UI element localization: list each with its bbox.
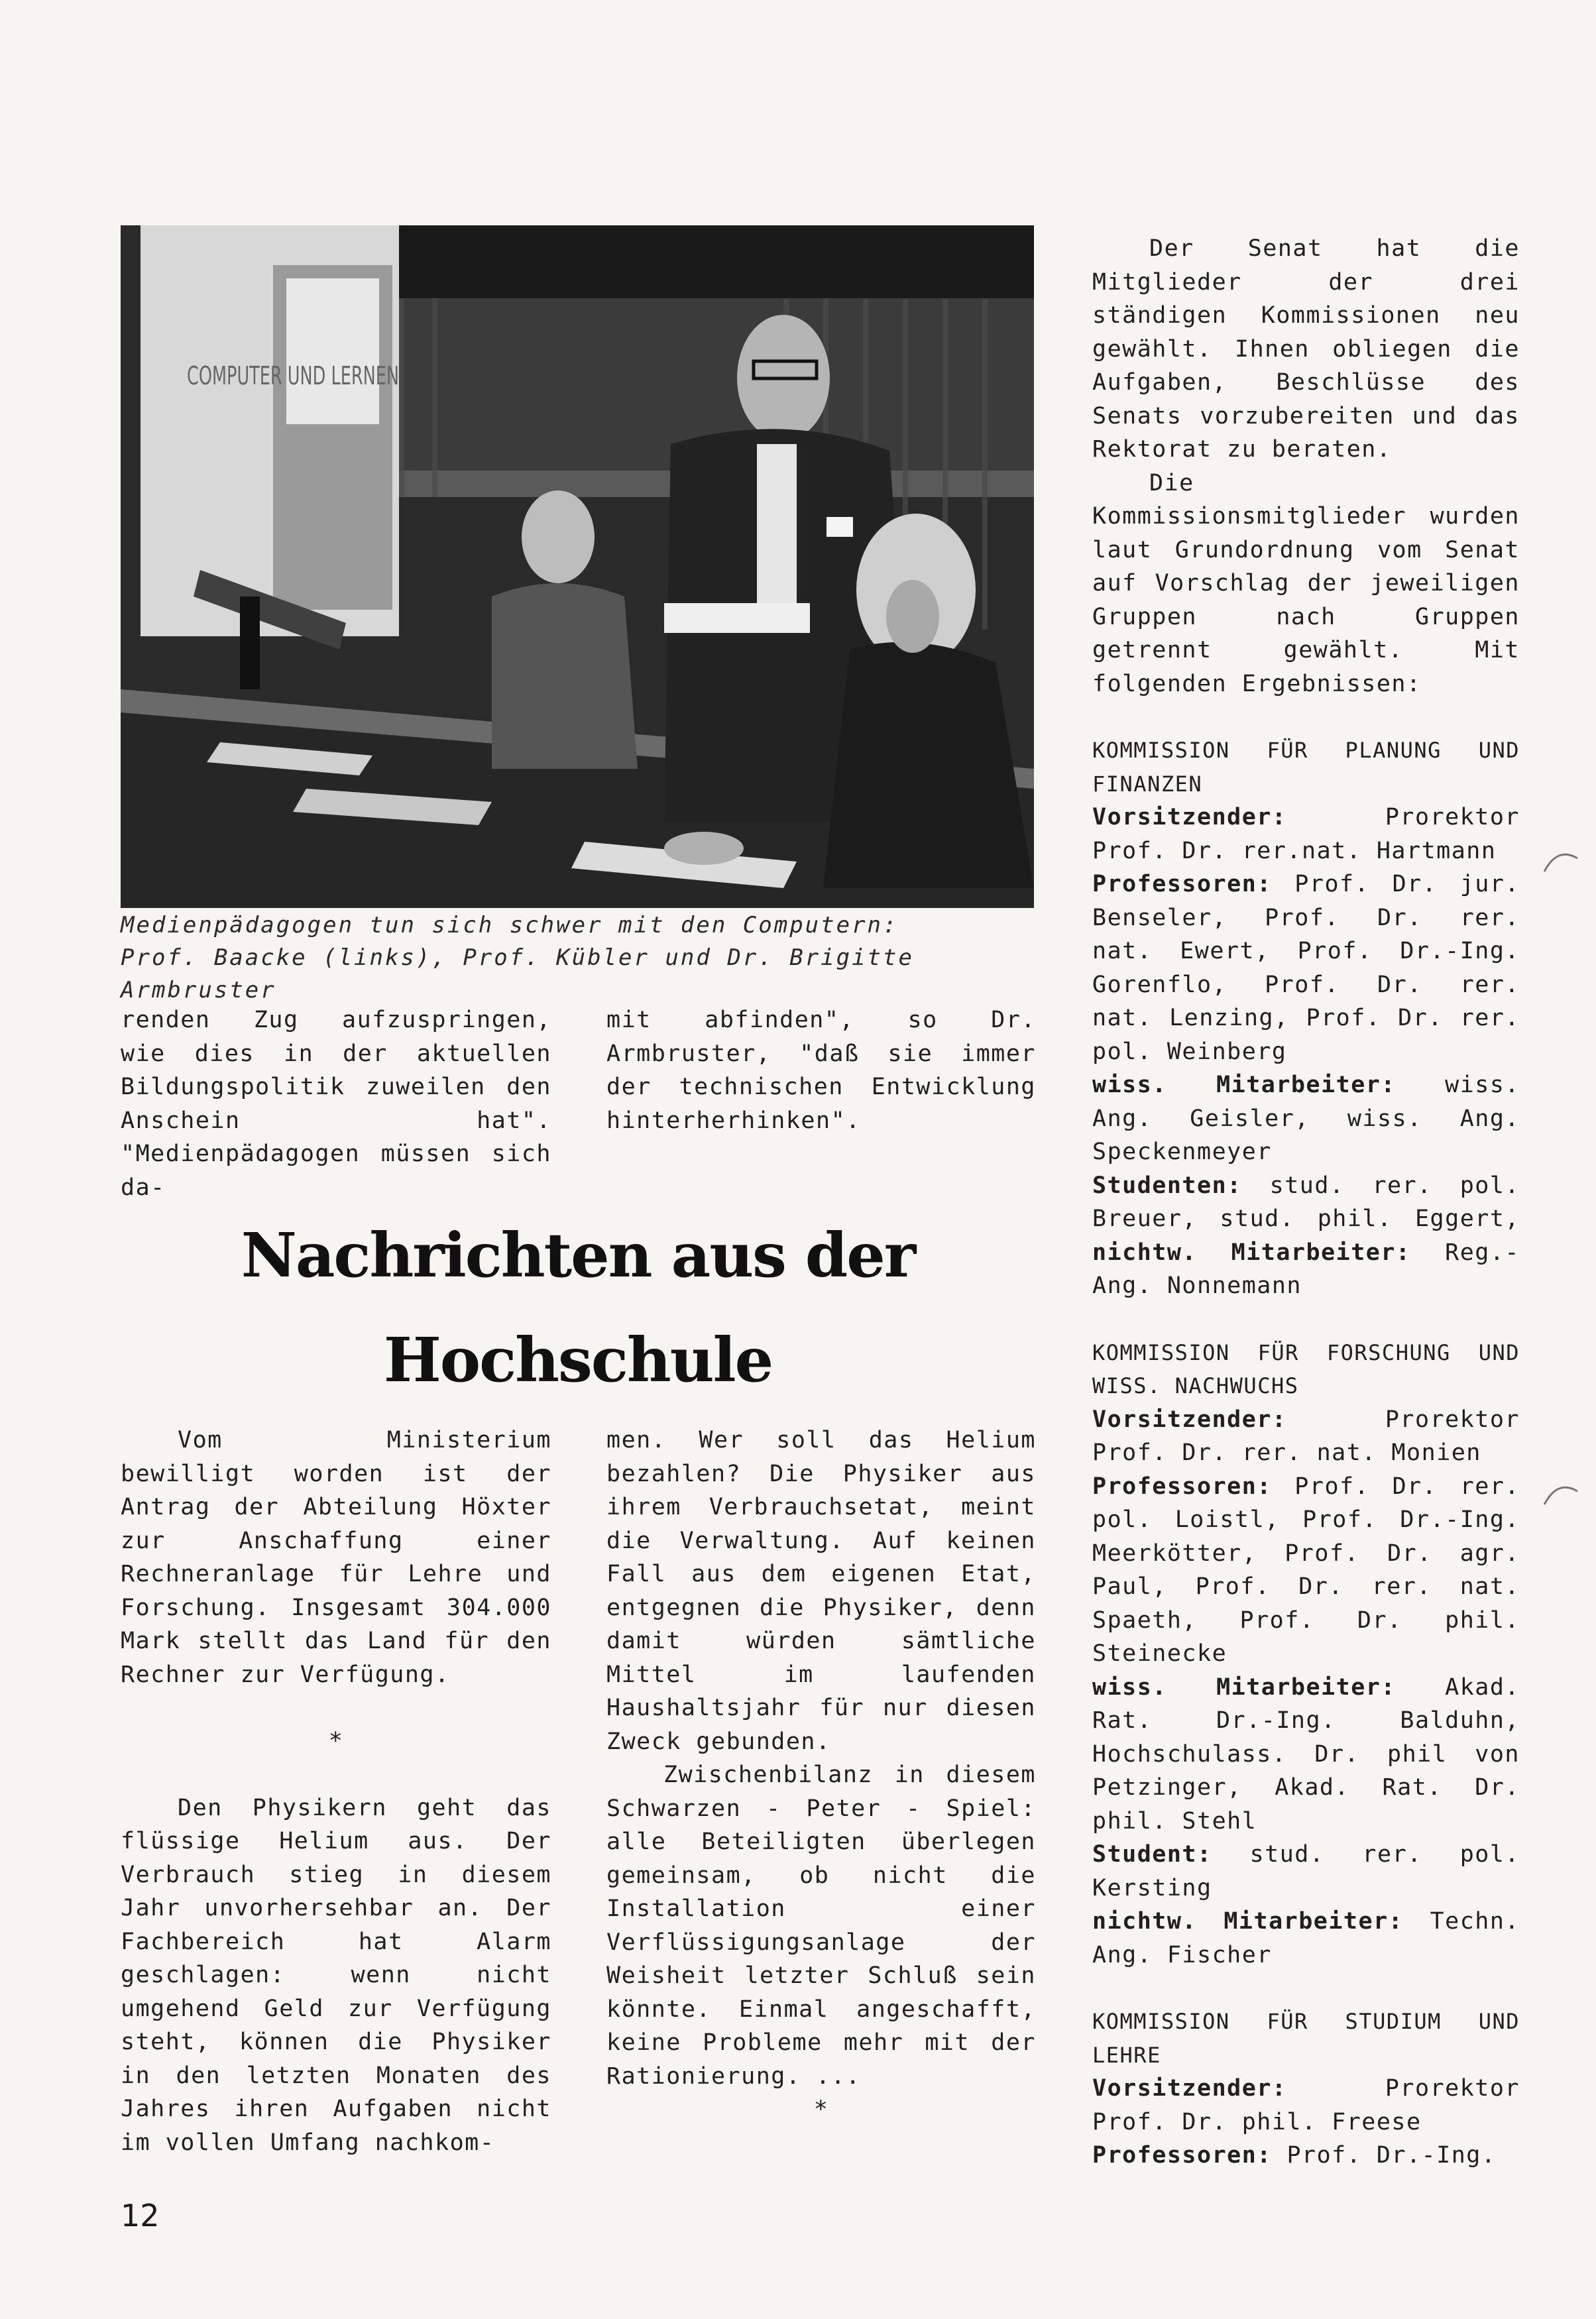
role-label: nichtw. Mitarbeiter: <box>1092 1908 1404 1935</box>
kommission-title: KOMMISSION FÜR STUDIUM UND LEHRE <box>1092 2009 1520 2068</box>
role-label: nichtw. Mitarbeiter: <box>1092 1239 1411 1266</box>
role-members: Prorektor Prof. Dr. rer. nat. Monien <box>1092 1406 1520 1466</box>
role-label: Studenten: <box>1092 1172 1242 1199</box>
news-paragraph: Den Physikern geht das flüssige Helium aus. Der Verbrauch stieg in diesem Jahr unvorhersehbar an. Der Fachbereich hat Alarm geschlagen: wenn nicht umgehend Geld zur Verfügung steht, können die Physiker in den letzten Monaten des Jahres ihren Aufgaben nicht im vollen Umfang nachkom- <box>121 1794 551 2156</box>
role-label: Professoren: <box>1092 2142 1272 2169</box>
headline-line-2: Hochschule <box>383 1324 773 1396</box>
photo-illustration <box>121 225 1034 908</box>
role-members: Techn. Ang. Fischer <box>1092 1908 1520 1968</box>
role-members: stud. rer. pol. Kersting <box>1092 1841 1520 1901</box>
role-label: Professoren: <box>1092 1473 1272 1500</box>
caption-line: Medienpädagogen tun sich schwer mit den Computern: <box>121 912 899 938</box>
kommission-planung <box>1092 734 1520 1303</box>
role-members: Prorektor Prof. Dr. phil. Freese <box>1092 2075 1520 2135</box>
separator-star: * <box>813 2096 829 2123</box>
kommission-forschung <box>1092 1336 1520 1972</box>
poster-text: COMPUTER UND LERNEN <box>187 361 399 390</box>
caption-line: Prof. Baacke (links), Prof. Kübler und Dr. Brigitte <box>121 944 914 971</box>
headline-line-1: Nachrichten aus der <box>241 1219 915 1291</box>
kommission-title: KOMMISSION FÜR FORSCHUNG UND WISS. NACHWUCHS <box>1092 1339 1520 1398</box>
senat-paragraph: Der Senat hat die Mitglieder der drei ständigen Kommissionen neu gewählt. Ihnen obliegen die Aufgaben, Beschlüsse des Senats vorzubereiten und das Rektorat zu beraten. <box>1092 235 1520 463</box>
role-members: Prof. Dr. rer. pol. Loistl, Prof. Dr.-Ing. Meerkötter, Prof. Dr. agr. Paul, Prof. Dr. rer. nat. Spaeth, Prof. Dr. phil. Steinecke <box>1092 1473 1520 1667</box>
role-label: Student: <box>1092 1841 1212 1868</box>
news-col2 <box>606 1424 1036 2127</box>
role-label: Vorsitzender: <box>1092 1406 1287 1433</box>
role-members: Prorektor Prof. Dr. rer.nat. Hartmann <box>1092 804 1520 864</box>
news-paragraph: Zwischenbilanz in diesem Schwarzen - Peter - Spiel: alle Beteiligten überlegen gemeinsam, ob nicht die Installation einer Verflüssigungsanlage der Weisheit letzter Schluß sein könnte. Einmal angeschafft, keine Probleme mehr mit der Rationierung. ... <box>606 1762 1036 2090</box>
article-text: renden Zug aufzuspringen, wie dies in der aktuellen Bildungspolitik zuweilen den Anschein hat". "Medienpädagogen müssen sich da- <box>121 1007 551 1201</box>
news-paragraph: Vom Ministerium bewilligt worden ist der Antrag der Abteilung Höxter zur Anschaffung einer Rechneranlage für Lehre und Forschung. Insgesamt 304.000 Mark stellt das Land für den Rechner zur Verfügung. <box>121 1427 551 1688</box>
role-members: Akad. Rat. Dr.-Ing. Balduhn, Hochschulass. Dr. phil von Petzinger, Akad. Rat. Dr. phil. Stehl <box>1092 1673 1520 1835</box>
article-continuation-col2 <box>606 1003 1036 1137</box>
separator-star: * <box>328 1728 344 1754</box>
caption-line: Armbruster <box>121 977 276 1003</box>
event-photo <box>121 225 1034 908</box>
role-label: wiss. Mitarbeiter: <box>1092 1673 1396 1701</box>
role-members: Prof. Dr. jur. Benseler, Prof. Dr. rer. nat. Ewert, Prof. Dr.-Ing. Gorenflo, Prof. Dr. rer. nat. Lenzing, Prof. Dr. rer. pol. Weinberg <box>1092 871 1520 1065</box>
article-continuation-col1 <box>121 1003 551 1204</box>
margin-mark-icon <box>1541 1478 1581 1511</box>
role-members: Prof. Dr.-Ing. <box>1271 2142 1497 2169</box>
role-members: Reg.-Ang. Nonnemann <box>1092 1239 1520 1299</box>
role-label: Vorsitzender: <box>1092 804 1287 830</box>
role-label: Professoren: <box>1092 871 1272 897</box>
role-members: stud. rer. pol. Breuer, stud. phil. Eggert, <box>1092 1172 1520 1232</box>
kommission-title: KOMMISSION FÜR PLANUNG UND FINANZEN <box>1092 738 1520 797</box>
margin-mark-icon <box>1541 845 1581 878</box>
role-members: wiss. Ang. Geisler, wiss. Ang. Speckenmeyer <box>1092 1072 1520 1165</box>
page-number: 12 <box>121 2198 160 2234</box>
article-text: mit abfinden", so Dr. Armbruster, "daß sie immer der technischen Entwicklung hinterherhinken". <box>606 1007 1036 1134</box>
senat-paragraph: Die Kommissionsmitglieder wurden laut Grundordnung vom Senat auf Vorschlag der jeweiligen Gruppen nach Gruppen getrennt gewählt. Mit folgenden Ergebnissen: <box>1092 469 1520 697</box>
kommission-studium <box>1092 2005 1520 2173</box>
senat-column <box>1092 232 1520 2173</box>
photo-caption <box>121 909 1035 1007</box>
role-label: wiss. Mitarbeiter: <box>1092 1072 1396 1098</box>
news-col1 <box>121 1424 551 2159</box>
role-label: Vorsitzender: <box>1092 2075 1287 2102</box>
news-paragraph: men. Wer soll das Helium bezahlen? Die Physiker aus ihrem Verbrauchsetat, meint die Verwaltung. Auf keinen Fall aus dem eigenen Etat, entgegnen die Physiker, denn damit würden sämtliche Mittel im laufenden Haushaltsjahr für nur diesen Zweck gebunden. <box>606 1427 1036 1755</box>
